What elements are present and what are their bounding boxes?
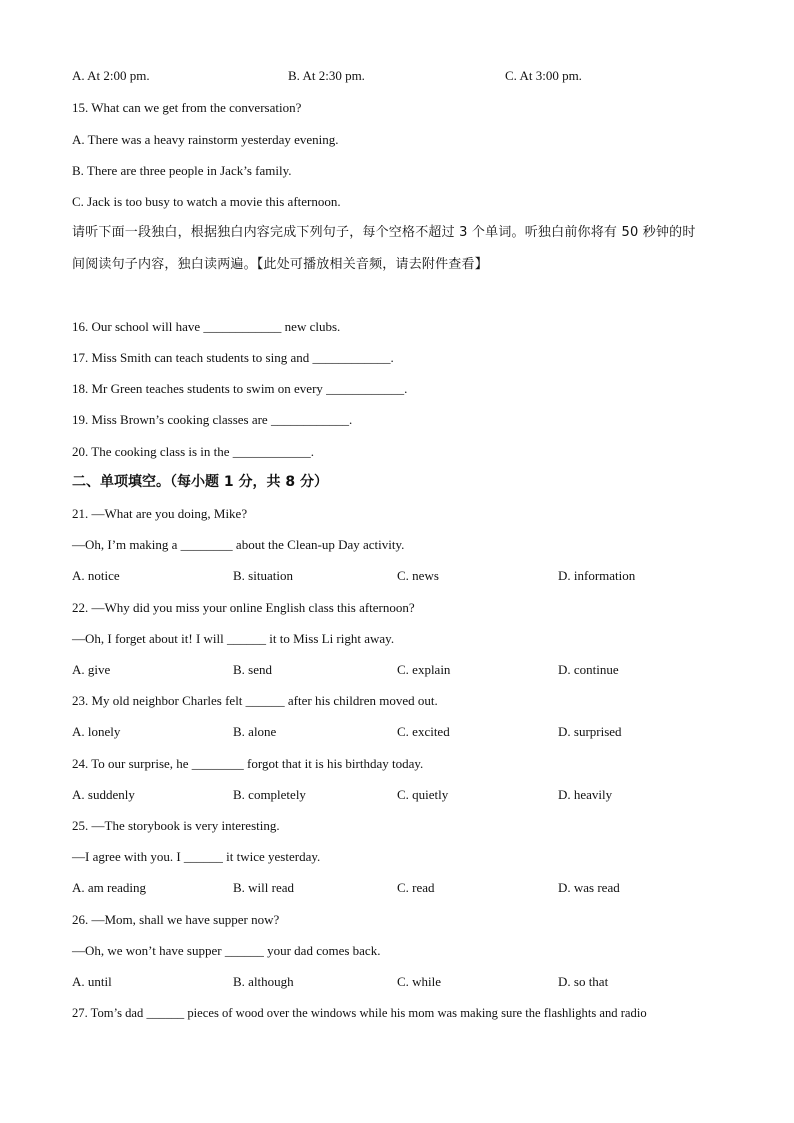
q15-option-c: C. Jack is too busy to watch a movie this afternoon. <box>72 194 341 209</box>
q24-option-d: D. heavily <box>558 787 613 802</box>
q23-line-1: 23. My old neighbor Charles felt ______ after his children moved out. <box>72 693 438 708</box>
q25-option-c: C. read <box>397 880 435 895</box>
q21-option-b: B. situation <box>233 568 293 583</box>
q16: 16. Our school will have ____________ new clubs. <box>72 319 341 334</box>
q23-option-a: A. lonely <box>72 724 121 739</box>
listening-instruction-line-1: 请听下面一段独白，根据独白内容完成下列句子，每个空格不超过 3 个单词。听独白前你将有 50 秒钟的时 <box>72 225 696 240</box>
q22-line-2: —Oh, I forget about it! I will ______ it to Miss Li right away. <box>72 631 395 646</box>
q24-option-b: B. completely <box>233 787 306 802</box>
q25-option-a: A. am reading <box>72 880 147 895</box>
q22-option-b: B. send <box>233 662 272 677</box>
q15-option-a: A. There was a heavy rainstorm yesterday evening. <box>72 132 339 147</box>
q26-line-1: 26. —Mom, shall we have supper now? <box>72 912 280 927</box>
q25-option-b: B. will read <box>233 880 295 895</box>
q25-line-2: —I agree with you. I ______ it twice yesterday. <box>72 849 321 864</box>
q14-option-a: A. At 2:00 pm. <box>72 68 150 83</box>
q15-stem: 15. What can we get from the conversation? <box>72 100 302 115</box>
q18: 18. Mr Green teaches students to swim on every ____________. <box>72 381 408 396</box>
q26-option-a: A. until <box>72 974 112 989</box>
section-2-heading: 二、单项填空。（每小题 1 分，共 8 分） <box>72 474 328 490</box>
q21-line-2: —Oh, I’m making a ________ about the Clean-up Day activity. <box>72 537 405 552</box>
q24-option-c: C. quietly <box>397 787 449 802</box>
q23-option-c: C. excited <box>397 724 450 739</box>
q19: 19. Miss Brown’s cooking classes are ____________. <box>72 412 353 427</box>
q22-option-c: C. explain <box>397 662 451 677</box>
q26-option-c: C. while <box>397 974 442 989</box>
q14-option-b: B. At 2:30 pm. <box>288 68 365 83</box>
listening-instruction-line-2: 间阅读句子内容，独白读两遍。【此处可播放相关音频，请去附件查看】 <box>72 257 488 272</box>
q26-option-b: B. although <box>233 974 294 989</box>
q27-line-1: 27. Tom’s dad ______ pieces of wood over the windows while his mom was making sure the flashlights and radio <box>72 1006 647 1020</box>
q15-option-b: B. There are three people in Jack’s family. <box>72 163 292 178</box>
q25-option-d: D. was read <box>558 880 620 895</box>
q21-option-a: A. notice <box>72 568 120 583</box>
q26-line-2: —Oh, we won’t have supper ______ your dad comes back. <box>72 943 381 958</box>
q14-option-c: C. At 3:00 pm. <box>505 68 582 83</box>
q23-option-b: B. alone <box>233 724 277 739</box>
q26-option-d: D. so that <box>558 974 609 989</box>
q21-option-c: C. news <box>397 568 439 583</box>
q24-line-1: 24. To our surprise, he ________ forgot that it is his birthday today. <box>72 756 424 771</box>
q23-option-d: D. surprised <box>558 724 622 739</box>
q20: 20. The cooking class is in the ____________. <box>72 444 315 459</box>
q25-line-1: 25. —The storybook is very interesting. <box>72 818 280 833</box>
q17: 17. Miss Smith can teach students to sing and ____________. <box>72 350 394 365</box>
q21-line-1: 21. —What are you doing, Mike? <box>72 506 248 521</box>
q22-option-a: A. give <box>72 662 111 677</box>
q24-option-a: A. suddenly <box>72 787 135 802</box>
q21-option-d: D. information <box>558 568 636 583</box>
q22-option-d: D. continue <box>558 662 619 677</box>
q22-line-1: 22. —Why did you miss your online English class this afternoon? <box>72 600 415 615</box>
